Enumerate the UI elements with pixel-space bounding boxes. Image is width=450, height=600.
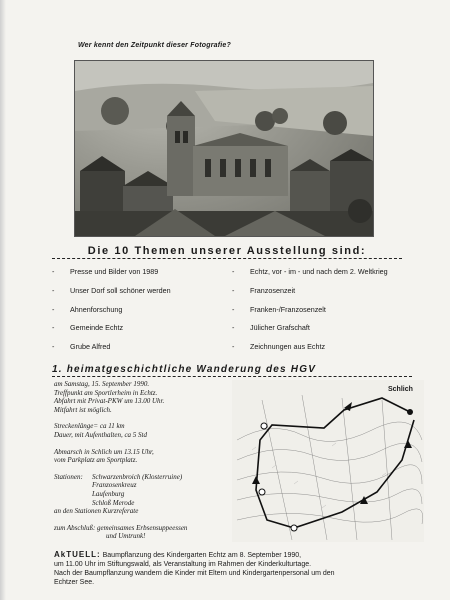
church-photo-drawing bbox=[75, 61, 373, 236]
hike-stations-block bbox=[54, 473, 244, 516]
heading-underline bbox=[52, 258, 402, 260]
topic-item: Unser Dorf soll schöner werden bbox=[70, 285, 171, 295]
stations-note: an den Stationen Kurzreferate bbox=[54, 507, 139, 516]
aktuell-tag: AkTUELL: bbox=[54, 550, 101, 559]
topics-list bbox=[52, 267, 422, 361]
exhibition-heading: Die 10 Themen unserer Ausstellung sind: bbox=[87, 245, 367, 257]
topic-row: - Ahnenforschung - Franken-/Franzosenzelt bbox=[52, 304, 326, 314]
topic-item: Franzosenzeit bbox=[250, 285, 296, 295]
scan-edge bbox=[0, 0, 6, 600]
station-item: Schloß Merode bbox=[92, 498, 135, 507]
topic-item: Jülicher Grafschaft bbox=[250, 323, 310, 333]
hike-heading-underline bbox=[52, 376, 412, 378]
hike-route-map bbox=[232, 380, 424, 542]
topic-item: Grube Alfred bbox=[70, 342, 111, 352]
station-item: Schwarzenbroich (Klosterruine) bbox=[92, 472, 183, 481]
topic-row: - Unser Dorf soll schöner werden - Franzosenzeit bbox=[52, 285, 296, 295]
station-item: Laufenburg bbox=[92, 489, 125, 498]
topic-item: Gemeinde Echtz bbox=[70, 323, 124, 333]
map-label-schlich: Schlich bbox=[388, 386, 413, 393]
topic-row: - Presse und Bilder von 1989 - Echtz, vor - im - und nach dem 2. Weltkrieg bbox=[52, 267, 388, 276]
topic-item: Presse und Bilder von 1989 bbox=[70, 267, 159, 276]
topic-item: Echtz, vor - im - und nach dem 2. Weltkrieg bbox=[250, 267, 388, 276]
stations-label: Stationen: bbox=[54, 472, 83, 481]
hike-details bbox=[54, 380, 244, 549]
topic-item: Ahnenforschung bbox=[70, 304, 123, 314]
hike-distance-block: Streckenlänge= ca 11 km Dauer, mit Aufenthalten, ca 5 Std bbox=[54, 422, 147, 439]
photo-question: Wer kennt den Zeitpunkt dieser Fotografie? bbox=[78, 42, 231, 49]
topic-item: Franken-/Franzosenzelt bbox=[250, 304, 326, 314]
route-map-drawing bbox=[232, 380, 424, 542]
village-photograph bbox=[74, 60, 374, 237]
topic-row: - Gemeinde Echtz - Jülicher Grafschaft bbox=[52, 323, 310, 333]
hike-start-block: Abmarsch in Schlich um 13.15 Uhr, vom Parkplatz am Sportplatz. bbox=[54, 447, 154, 465]
topic-item: Zeichnungen aus Echtz bbox=[250, 342, 326, 352]
station-item: Franzosenkreuz bbox=[92, 481, 137, 490]
hike-closing-block: zum Abschluß: gemeinsames Erbsensuppeessen und Umtrunk! bbox=[54, 523, 188, 541]
hike-heading: 1. heimatgeschichtliche Wanderung des HGV bbox=[52, 364, 317, 375]
topic-row: - Grube Alfred - Zeichnungen aus Echtz bbox=[52, 342, 326, 352]
current-news: AkTUELL: Baumpflanzung des Kindergarten Echtz am 8. September 1990, um 11.00 Uhr im Stiftungswald, als Veranstaltung im Rahmen der Kinderkulturtage. Nach der Baumpflanzung wandern die Kinder mit Eltern und Kindergartenpersonal um den Echtzer See. bbox=[54, 550, 335, 586]
hike-date-block: am Samstag, 15. September 1990. Treffpunkt am Sportlerheim in Echtz. Abfahrt mit Privat-PKW um 13.00 Uhr. Mitfahrt ist möglich. bbox=[54, 380, 165, 414]
